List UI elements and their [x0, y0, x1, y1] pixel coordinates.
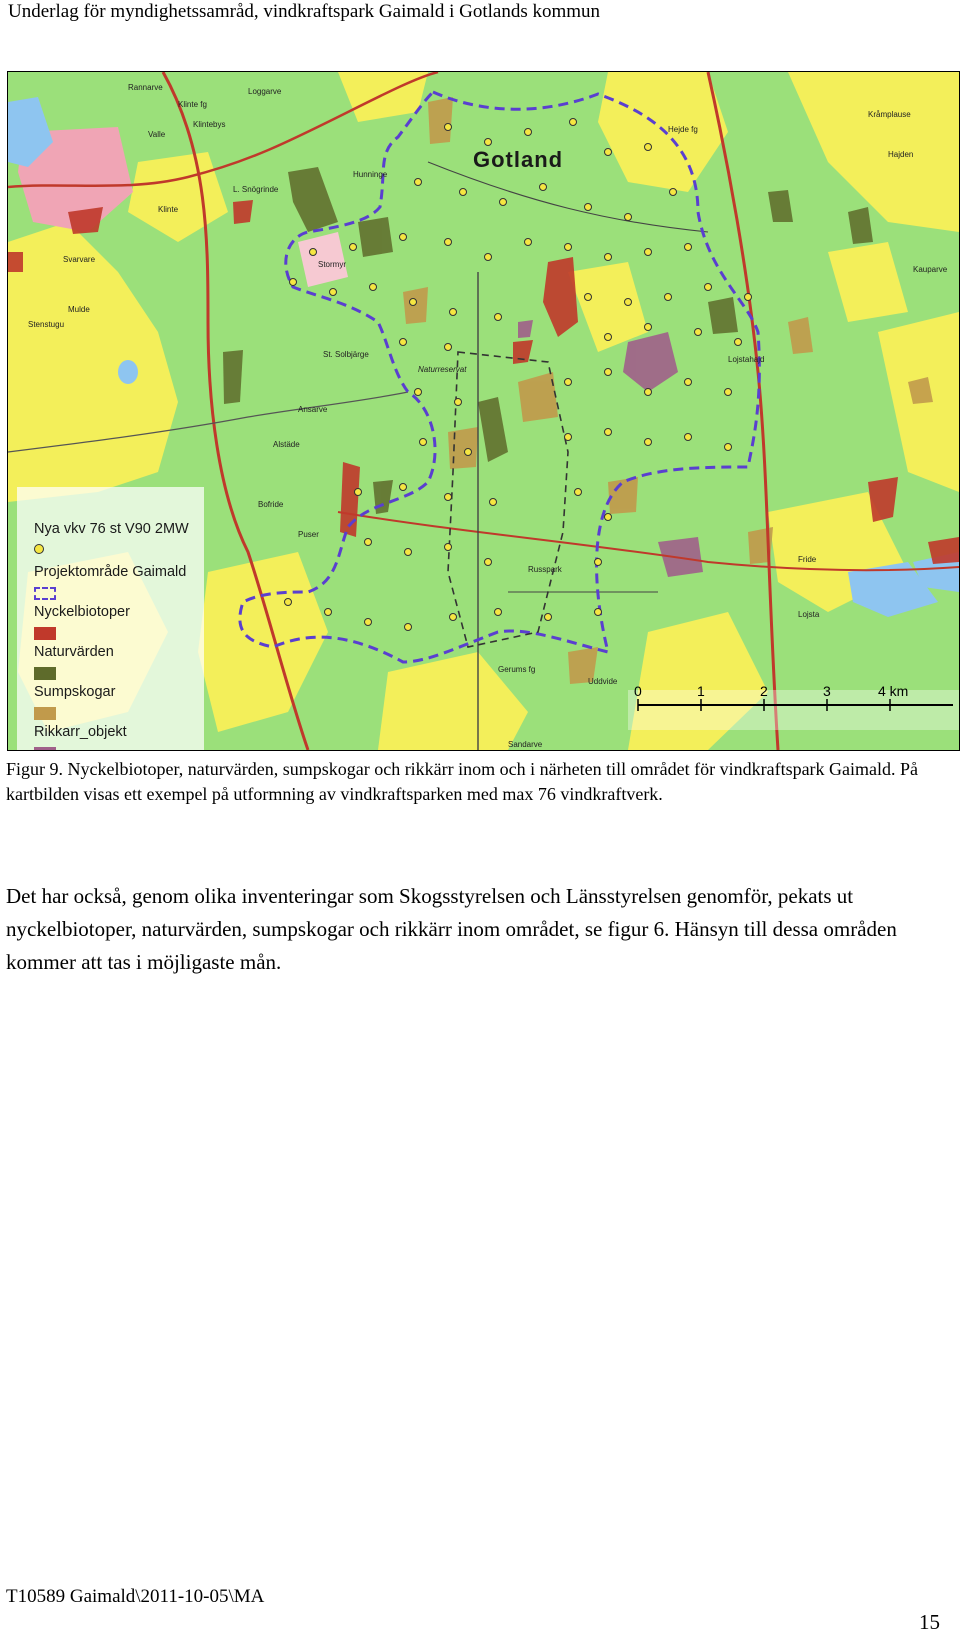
svg-text:L. Snögrinde: L. Snögrinde	[233, 185, 279, 194]
legend-label-rikkarr: Rikkarr_objekt	[34, 724, 127, 740]
turbine-legend-icon	[34, 544, 44, 554]
scale-tick-end: 4 km	[878, 683, 909, 699]
svg-text:Lojstahajd: Lojstahajd	[728, 355, 765, 364]
svg-text:Mulde: Mulde	[68, 305, 90, 314]
svg-text:Fride: Fride	[798, 555, 817, 564]
svg-text:Puser: Puser	[298, 530, 319, 539]
svg-text:Hunninge: Hunninge	[353, 170, 388, 179]
legend-title: Nya vkv 76 st V90 2MW	[34, 521, 189, 537]
svg-text:Stenstugu: Stenstugu	[28, 320, 65, 329]
svg-text:Uddvide: Uddvide	[588, 677, 618, 686]
legend-swatch-projektomrade	[34, 587, 56, 600]
map-figure	[7, 71, 960, 751]
svg-text:Ansarve: Ansarve	[298, 405, 328, 414]
svg-text:Russpark: Russpark	[528, 565, 562, 574]
svg-text:Lojsta: Lojsta	[798, 610, 820, 619]
svg-text:Bofride: Bofride	[258, 500, 284, 509]
svg-text:Hejde fg: Hejde fg	[668, 125, 698, 134]
svg-text:Naturreservat: Naturreservat	[418, 365, 467, 374]
svg-text:Stormyr: Stormyr	[318, 260, 346, 269]
svg-text:Valle: Valle	[148, 130, 166, 139]
footer-doc-id: T10589 Gaimald\2011-10-05\MA	[6, 1586, 265, 1607]
legend-label-projektomrade: Projektområde Gaimald	[34, 564, 187, 580]
svg-text:Klinte: Klinte	[158, 205, 179, 214]
legend-swatch-rikkarr	[34, 747, 56, 751]
svg-text:Loggarve: Loggarve	[248, 87, 282, 96]
figure-caption: Figur 9. Nyckelbiotoper, naturvärden, sumpskogar och rikkärr inom och i närheten till området för vindkraftspark Gaimald. På kartbilden visas ett exempel på utformning av vindkraftsparken med max 76 vindkraftverk.	[6, 759, 919, 804]
scale-tick-1: 1	[697, 683, 705, 699]
body-paragraph: Det har också, genom olika inventeringar som Skogsstyrelsen och Länsstyrelsen genomför, pekats ut nyckelbiotoper, naturvärden, sumpskogar och rikkärr inom området, se figur 6. Hänsyn till dessa områden kommer att tas i möjligaste mån.	[6, 884, 897, 974]
svg-text:Sandarve: Sandarve	[508, 740, 543, 749]
legend-label-sumpskogar: Sumpskogar	[34, 684, 116, 700]
legend-label-nyckelbiotoper: Nyckelbiotoper	[34, 604, 130, 620]
svg-text:Kråmplause: Kråmplause	[868, 110, 911, 119]
legend-label-naturvarden: Naturvärden	[34, 644, 114, 660]
legend-swatch-naturvarden	[34, 667, 56, 680]
svg-text:Kauparve: Kauparve	[913, 265, 948, 274]
scale-tick-0: 0	[634, 683, 642, 699]
scale-tick-3: 3	[823, 683, 831, 699]
legend-swatch-nyckelbiotoper	[34, 627, 56, 640]
svg-text:Klintebys: Klintebys	[193, 120, 226, 129]
svg-text:Rannarve: Rannarve	[128, 83, 163, 92]
map-legend	[17, 487, 204, 751]
page-number: 15	[919, 1610, 940, 1634]
svg-text:St. Solbjärge: St. Solbjärge	[323, 350, 369, 359]
legend-swatch-sumpskogar	[34, 707, 56, 720]
page-header: Underlag för myndighetssamråd, vindkraftspark Gaimald i Gotlands kommun	[8, 1, 601, 22]
svg-text:Alstäde: Alstäde	[273, 440, 300, 449]
svg-text:Svarvare: Svarvare	[63, 255, 96, 264]
region-label: Gotland	[473, 147, 564, 172]
svg-text:Hajden: Hajden	[888, 150, 914, 159]
svg-text:Klinte fg: Klinte fg	[178, 100, 207, 109]
svg-text:Gerums fg: Gerums fg	[498, 665, 536, 674]
scale-bar	[628, 683, 959, 730]
scale-tick-2: 2	[760, 683, 768, 699]
